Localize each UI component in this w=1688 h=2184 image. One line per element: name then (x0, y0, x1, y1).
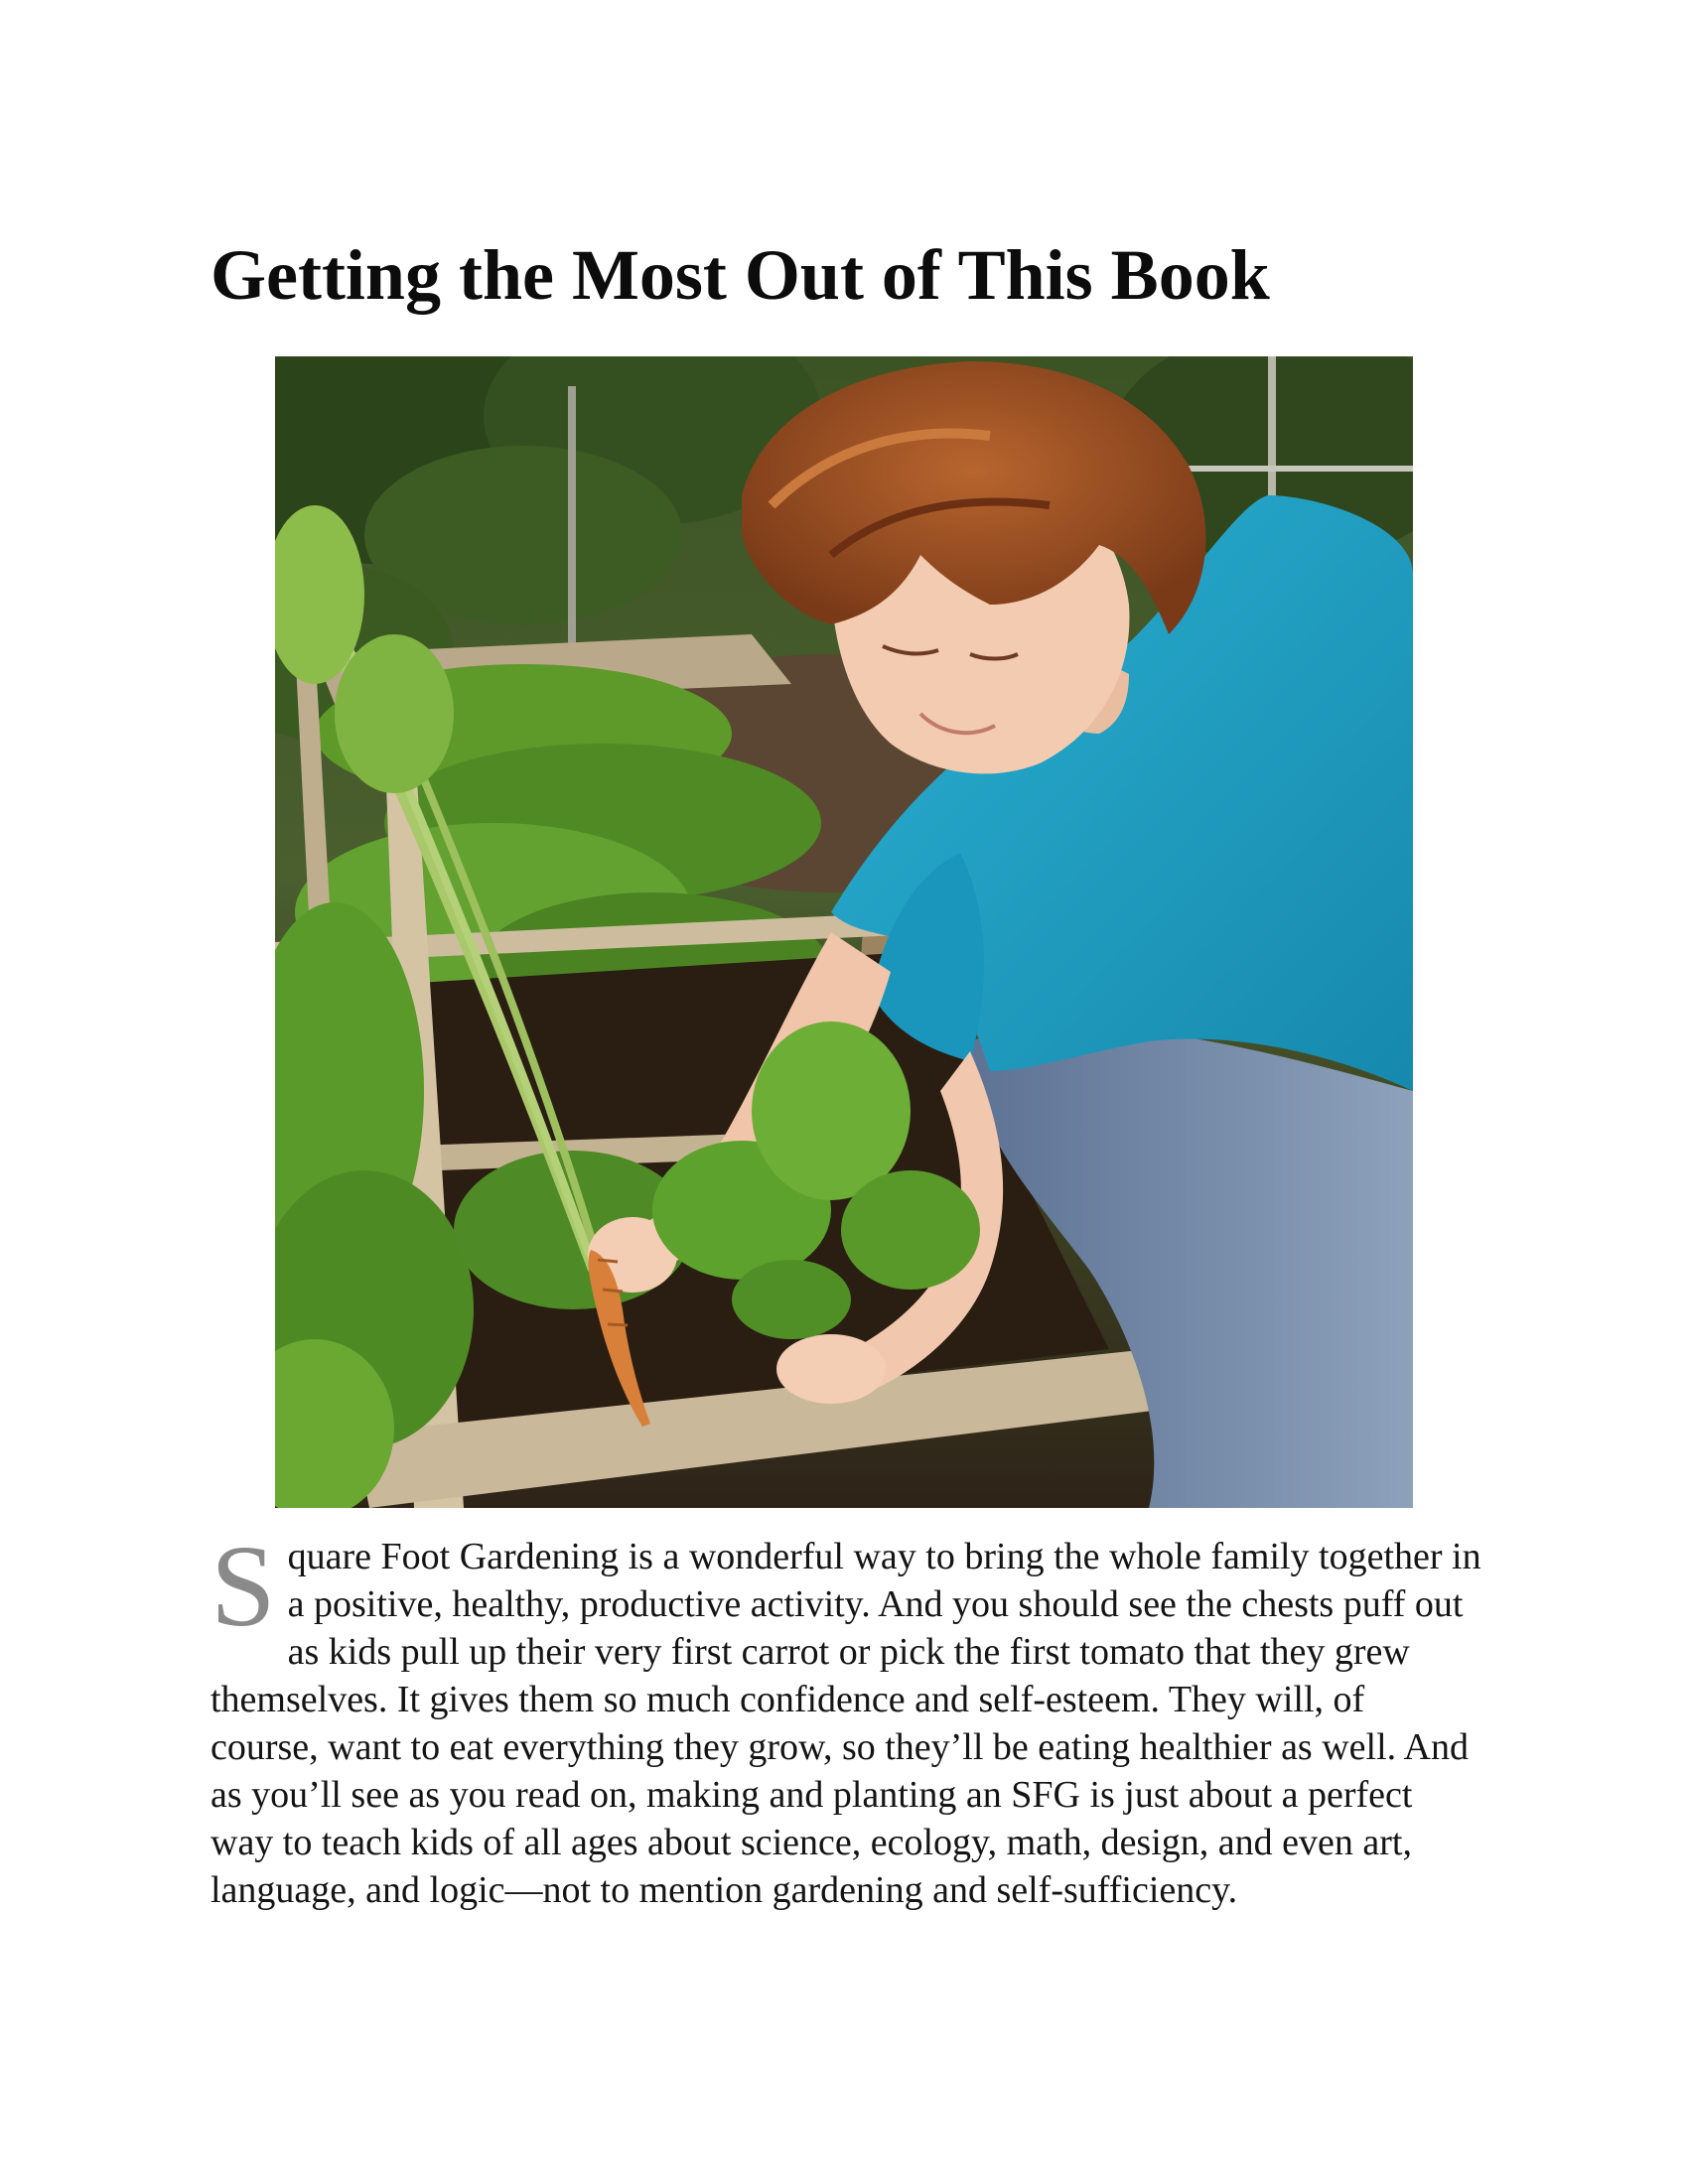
drop-cap: S (211, 1521, 276, 1651)
garden-photo (275, 356, 1413, 1508)
page-title: Getting the Most Out of This Book (211, 235, 1270, 315)
photo-child-harvesting-carrot-icon (275, 356, 1413, 1508)
intro-paragraph (211, 1521, 1481, 1914)
intro-paragraph-text: quare Foot Gardening is a wonderful way to bring the whole family together in a positive, healthy, productive activity. And you should see the chests puff out as kids pull up their very first carrot or pick the first tomato that they grew themselves. It gives them so much confidence and self-esteem. They will, of course, want to eat everything they grow, so they’ll be eating healthier as well. And as you’ll see as you read on, making and planting an SFG is just about a perfect way to teach kids of all ages about science, ecology, math, design, and even art, language, and logic—not to mention gardening and self-sufficiency. (211, 1536, 1481, 1911)
